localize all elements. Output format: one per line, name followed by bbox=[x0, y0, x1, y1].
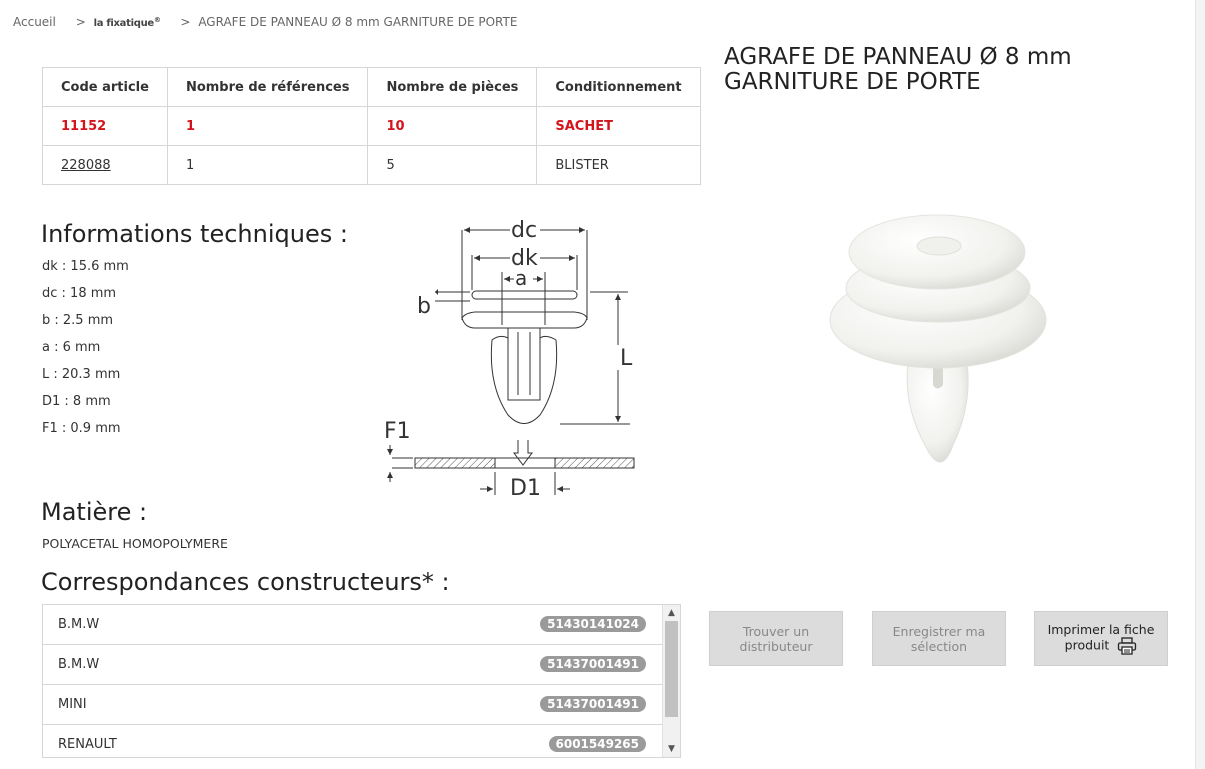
diagram-label-dk: dk bbox=[511, 246, 538, 271]
product-photo bbox=[815, 200, 1065, 475]
manufacturer-code-badge: 51437001491 bbox=[540, 656, 646, 672]
table-row[interactable] bbox=[43, 107, 701, 146]
table-row[interactable] bbox=[43, 146, 701, 185]
diagram-label-dc: dc bbox=[511, 218, 538, 243]
product-title-line2: GARNITURE DE PORTE bbox=[724, 69, 981, 95]
col-header-pieces: Nombre de pièces bbox=[368, 68, 537, 107]
product-title-line1: AGRAFE DE PANNEAU Ø 8 mm bbox=[724, 44, 1072, 70]
references-table bbox=[42, 67, 701, 185]
breadcrumb bbox=[13, 15, 517, 29]
technical-drawing bbox=[380, 210, 650, 505]
manufacturer-name: B.M.W bbox=[58, 617, 100, 632]
manufacturer-name: B.M.W bbox=[58, 657, 100, 672]
registered-mark: ® bbox=[153, 15, 161, 24]
list-item bbox=[43, 685, 662, 725]
button-label-line: Trouver un bbox=[742, 623, 810, 639]
printer-icon bbox=[1117, 637, 1137, 655]
scroll-thumb[interactable] bbox=[665, 621, 678, 717]
product-title bbox=[724, 45, 1144, 95]
col-header-refs: Nombre de références bbox=[167, 68, 368, 107]
col-header-code: Code article bbox=[43, 68, 168, 107]
article-code-link[interactable]: 228088 bbox=[61, 157, 111, 173]
button-label-line: Enregistrer ma bbox=[892, 623, 986, 639]
cell-pieces: 5 bbox=[368, 146, 537, 185]
window-edge bbox=[1195, 0, 1205, 769]
brand-name: la fixatique bbox=[93, 18, 154, 29]
breadcrumb-brand-link[interactable] bbox=[94, 16, 161, 29]
list-item bbox=[43, 645, 662, 685]
spec-item: D1 : 8 mm bbox=[42, 394, 111, 409]
manufacturer-code-badge: 6001549265 bbox=[549, 736, 647, 752]
table-header-row bbox=[43, 68, 701, 107]
cell-refs: 1 bbox=[167, 107, 368, 146]
manufacturer-code-badge: 51430141024 bbox=[540, 616, 646, 632]
list-scrollbar[interactable] bbox=[662, 605, 680, 757]
spec-item: a : 6 mm bbox=[42, 340, 101, 355]
cell-pack: BLISTER bbox=[537, 146, 700, 185]
save-selection-button[interactable] bbox=[872, 611, 1006, 666]
cell-code: 11152 bbox=[43, 107, 168, 146]
cell-pack: SACHET bbox=[537, 107, 700, 146]
cell-refs: 1 bbox=[167, 146, 368, 185]
list-item bbox=[43, 605, 662, 645]
manufacturer-name: MINI bbox=[58, 697, 87, 712]
spec-item: dc : 18 mm bbox=[42, 286, 117, 301]
button-label-line: produit bbox=[1064, 637, 1110, 653]
cell-code bbox=[43, 146, 168, 185]
spec-item: b : 2.5 mm bbox=[42, 313, 114, 328]
breadcrumb-separator: > bbox=[180, 15, 191, 29]
manufacturer-code-badge: 51437001491 bbox=[540, 696, 646, 712]
list-item bbox=[43, 725, 662, 758]
breadcrumb-home-link[interactable]: Accueil bbox=[13, 15, 56, 29]
manufacturer-name: RENAULT bbox=[58, 737, 117, 752]
correspondences-heading: Correspondances constructeurs* : bbox=[41, 568, 450, 596]
print-product-sheet-button[interactable] bbox=[1034, 611, 1168, 666]
diagram-label-F1: F1 bbox=[384, 419, 411, 444]
spec-item: F1 : 0.9 mm bbox=[42, 421, 121, 436]
breadcrumb-current: AGRAFE DE PANNEAU Ø 8 mm GARNITURE DE PORTE bbox=[198, 15, 518, 29]
col-header-pack: Conditionnement bbox=[537, 68, 700, 107]
cell-pieces: 10 bbox=[368, 107, 537, 146]
correspondences-list[interactable] bbox=[42, 604, 681, 758]
chevron-up-icon[interactable]: ▲ bbox=[668, 608, 675, 618]
diagram-label-D1: D1 bbox=[510, 476, 541, 501]
chevron-down-icon[interactable]: ▼ bbox=[668, 744, 675, 754]
diagram-label-a: a bbox=[515, 266, 528, 290]
material-value: POLYACETAL HOMOPOLYMERE bbox=[42, 536, 228, 551]
spec-item: L : 20.3 mm bbox=[42, 367, 121, 382]
diagram-label-b: b bbox=[417, 294, 431, 319]
diagram-label-L: L bbox=[620, 346, 633, 371]
button-label-line: sélection bbox=[910, 638, 968, 654]
material-heading: Matière : bbox=[41, 498, 148, 526]
button-label-line: distributeur bbox=[739, 638, 813, 654]
breadcrumb-separator: > bbox=[75, 15, 86, 29]
tech-specs-list bbox=[42, 258, 129, 447]
spec-item: dk : 15.6 mm bbox=[42, 259, 129, 274]
button-label-line: Imprimer la fiche bbox=[1047, 622, 1155, 637]
find-distributor-button[interactable] bbox=[709, 611, 843, 666]
tech-info-heading: Informations techniques : bbox=[41, 220, 348, 248]
